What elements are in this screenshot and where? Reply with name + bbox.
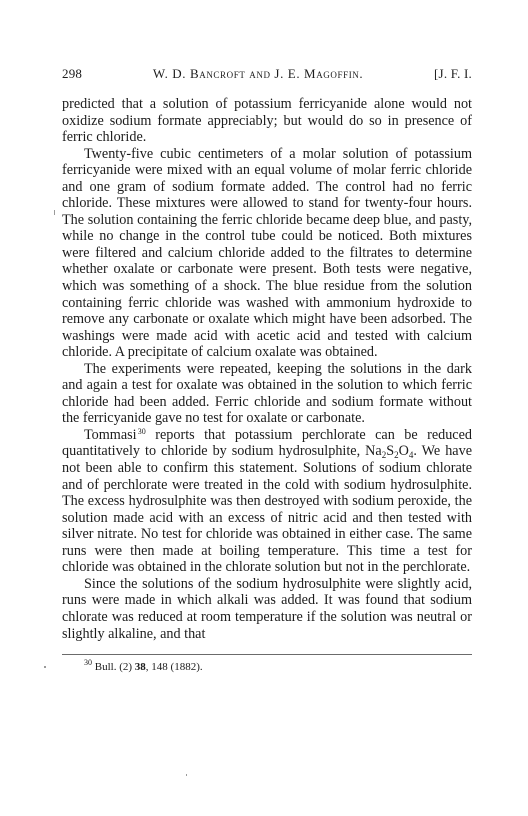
paragraph-4 bbox=[62, 427, 472, 576]
page-speck-bottom bbox=[186, 774, 187, 776]
formula-subscript-2a: 2 bbox=[381, 450, 387, 461]
footnote-reference: 30 bbox=[137, 426, 146, 436]
paragraph-2: Twenty-five cubic centimeters of a molar solution of potassium ferricyanide were mixed with an equal volume of molar ferric chloride and one gram of sodium formate added. The control had no ferric chloride. These mixtures were allowed to stand for twenty-four hours. The solution containing the ferric chloride became deep blue, and pasty, while no change in the control tube could be noticed. Both mixtures were filtered and calcium chloride added to the filtrates to determine whether oxalate or carbonate were present. Both tests were negative, which was something of a shock. The blue residue from the solution containing ferric chloride was washed with ammonium hydroxide to remove any carbonate or oxalate which might have been adsorbed. The washings were made acid with acetic acid and tested with calcium chloride. A precipitate of calcium oxalate was obtained. bbox=[62, 145, 472, 361]
formula-sulfur: S bbox=[386, 443, 395, 460]
footnote-divider bbox=[62, 654, 472, 655]
page-number: 298 bbox=[62, 66, 83, 81]
author-line: W. D. Bancroft and J. E. Magoffin. bbox=[152, 66, 364, 81]
footnote bbox=[62, 658, 472, 674]
footnote-volume: 38 bbox=[134, 661, 146, 674]
paragraph-3: The experiments were repeated, keeping the solutions in the dark and again a test for oxalate was obtained in the solution to which ferric chloride had been added. Ferric chloride and sodium formate without the ferricyanide gave no test for oxalate or carbonate. bbox=[62, 360, 472, 427]
paragraph-1: predicted that a solution of potassium ferricyanide alone would not oxidize sodium formate appreciably; but would do so in presence of ferric chloride. bbox=[62, 96, 472, 146]
body-text bbox=[62, 96, 472, 642]
formula-oxygen: O bbox=[398, 443, 409, 460]
page-content bbox=[62, 66, 472, 674]
formula-subscript-4: 4 bbox=[408, 450, 414, 461]
footnote-pages: , 148 (1882). bbox=[145, 661, 203, 674]
paragraph-4-text-a: reports that potassium perchlorate can be reduced quantitatively to chloride by sodium hydrosulphite, Na bbox=[62, 426, 472, 460]
formula-subscript-2b: 2 bbox=[394, 450, 399, 461]
paragraph-5: Since the solutions of the sodium hydrosulphite were slightly acid, runs were made in which alkali was added. It was found that sodium chlorate was reduced at room temperature if the solution was neutral or slightly alkaline, and that bbox=[62, 575, 472, 642]
paragraph-4-text-b: . We have not been able to confirm this statement. Solutions of sodium chlorate and of perchlorate were treated in the cold with sodium hydrosulphite. The excess hydrosulphite was then destroyed with sodium peroxide, the solution made acid with an excess of nitric acid and then tested with silver nitrate. No test for chloride was obtained in either case. The same runs were then made at boiling temperature. This time a test for chloride was obtained in the chlorate solution but not in the perchlorate. bbox=[62, 443, 472, 576]
footnote-source: Bull. (2) bbox=[94, 661, 135, 674]
running-head bbox=[62, 66, 472, 82]
footnote-number: 30 bbox=[84, 658, 92, 668]
margin-speck-lower-left bbox=[44, 666, 46, 668]
margin-speck-left bbox=[54, 210, 55, 215]
journal-abbreviation: [J. F. I. bbox=[434, 66, 472, 81]
tommasi-name: Tommasi bbox=[84, 426, 137, 443]
